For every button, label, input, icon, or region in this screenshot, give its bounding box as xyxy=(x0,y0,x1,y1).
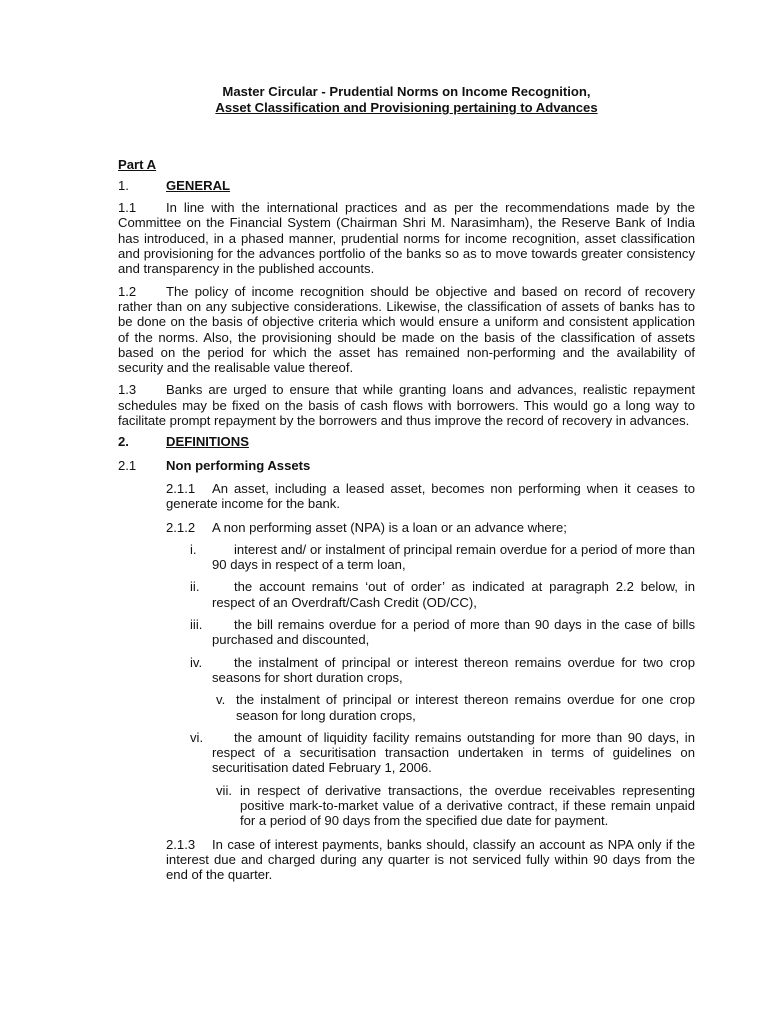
document-title-line1: Master Circular - Prudential Norms on Income Recognition, xyxy=(222,84,591,99)
section-2-heading xyxy=(118,434,695,449)
list-marker: iii. xyxy=(190,617,203,633)
list-item-text: the bill remains overdue for a period of more than 90 days in the case of bills purchased and discounted, xyxy=(212,617,695,648)
list-item xyxy=(216,692,695,723)
subsection-2-1-heading xyxy=(118,458,695,473)
paragraph-2-1-2 xyxy=(166,520,695,535)
list-item xyxy=(190,617,695,648)
paragraph-text: A non performing asset (NPA) is a loan or an advance where; xyxy=(212,519,567,535)
list-marker: v. xyxy=(216,692,226,708)
list-item-text: the instalment of principal or interest thereon remains overdue for two crop seasons for short duration crops, xyxy=(212,654,695,685)
document-body xyxy=(118,84,695,882)
npa-criteria-list xyxy=(190,542,695,829)
section-2-title: DEFINITIONS xyxy=(166,434,249,450)
section-1-number: 1. xyxy=(118,177,129,193)
paragraph-number: 2.1.3 xyxy=(166,836,196,852)
section-1-title: GENERAL xyxy=(166,177,231,193)
paragraph-2-1-3 xyxy=(166,837,695,883)
paragraph-number: 2.1.2 xyxy=(166,519,196,535)
list-marker: ii. xyxy=(190,579,200,595)
paragraph-number: 2.1.1 xyxy=(166,480,196,496)
list-item xyxy=(216,783,695,829)
paragraph-text: An asset, including a leased asset, becomes non performing when it ceases to generate income for the bank. xyxy=(166,480,695,512)
paragraph-number: 1.1 xyxy=(118,200,137,216)
list-item-text: interest and/ or instalment of principal remain overdue for a period of more than 90 days in respect of a term loan, xyxy=(212,541,695,573)
document-title-line2: Asset Classification and Provisioning pertaining to Advances xyxy=(215,100,598,116)
list-marker: vi. xyxy=(190,729,204,745)
list-item xyxy=(190,655,695,686)
list-marker: i. xyxy=(190,541,197,557)
paragraph-number: 1.2 xyxy=(118,283,137,299)
paragraph-text: Banks are urged to ensure that while granting loans and advances, realistic repayment schedules may be fixed on the basis of cash flows with borrowers. This would go a long way to facilitate prompt repayment by the borrowers and thus improve the record of recovery in advances. xyxy=(118,382,695,429)
list-marker: iv. xyxy=(190,654,203,670)
subsection-number: 2.1 xyxy=(118,457,137,473)
list-item-text: the instalment of principal or interest thereon remains overdue for one crop season for long duration crops, xyxy=(236,692,695,723)
list-item xyxy=(190,579,695,610)
paragraph-1-2 xyxy=(118,284,695,376)
paragraph-1-3 xyxy=(118,382,695,428)
list-marker: vii. xyxy=(216,782,233,798)
paragraph-text: The policy of income recognition should be objective and based on record of recovery rather than on any subjective considerations. Likewise, the classification of assets of banks has to be done on the basis of objective criteria which would ensure a uniform and consistent application of the norms. Also, the provisioning should be made on the basis of the classification of assets based on the period for which the asset has remained non-performing and the availability of security and the realisable value thereof. xyxy=(118,283,695,376)
paragraph-number: 1.3 xyxy=(118,382,137,398)
subsection-title: Non performing Assets xyxy=(166,457,311,473)
list-item-text: in respect of derivative transactions, the overdue receivables representing positive mark-to-market value of a derivative contract, if these remain unpaid for a period of 90 days from the specified due date for payment. xyxy=(240,782,695,829)
paragraph-text: In line with the international practices and as per the recommendations made by the Committee on the Financial System (Chairman Shri M. Narasimham), the Reserve Bank of India has introduced, in a phased manner, prudential norms for income recognition, asset classification and provisioning for the advances portfolio of the banks so as to move towards greater consistency and transparency in the published accounts. xyxy=(118,200,695,277)
paragraph-2-1-1 xyxy=(166,481,695,512)
list-item-text: the amount of liquidity facility remains outstanding for more than 90 days, in respect of a securitisation transaction undertaken in terms of guidelines on securitisation dated February 1, 2006. xyxy=(212,729,695,776)
part-heading: Part A xyxy=(118,156,157,172)
list-item xyxy=(190,730,695,776)
section-1-heading xyxy=(118,178,695,193)
section-2-number: 2. xyxy=(118,434,129,450)
list-item-text: the account remains ‘out of order’ as indicated at paragraph 2.2 below, in respect of an Overdraft/Cash Credit (OD/CC), xyxy=(212,579,695,610)
paragraph-1-1 xyxy=(118,200,695,276)
paragraph-text: In case of interest payments, banks should, classify an account as NPA only if the interest due and charged during any quarter is not serviced fully within 90 days from the end of the quarter. xyxy=(166,836,695,883)
list-item xyxy=(190,542,695,573)
